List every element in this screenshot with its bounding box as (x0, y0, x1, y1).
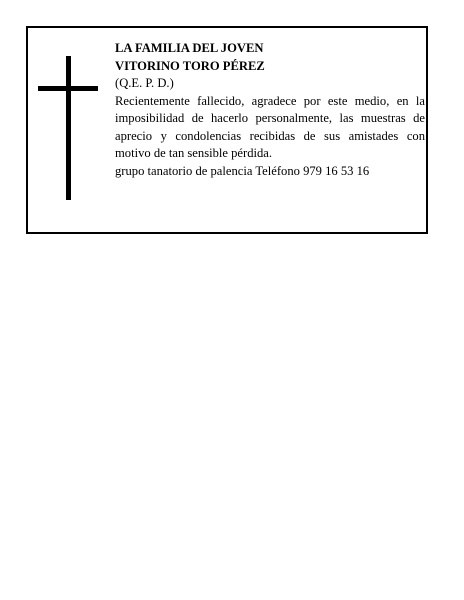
qepd-label: (Q.E. P. D.) (115, 76, 174, 90)
cross-vertical-bar (66, 56, 71, 200)
notice-title-line-1: LA FAMILIA DEL JOVEN (115, 41, 264, 55)
notice-title-line-2: VITORINO TORO PÉREZ (115, 58, 265, 73)
funeral-home-contact: grupo tanatorio de palencia Teléfono 979 16 53 16 (115, 163, 370, 178)
notice-body: Recientemente fallecido, agradece por este medio, en la imposibilidad de hacerlo personalmente, las muestras de aprecio y condolencias recibidas de sus amistades con motivo de tan sensible pérdida. (115, 93, 425, 160)
cross-horizontal-bar (38, 86, 98, 91)
cross-icon (38, 56, 98, 200)
obituary-notice (26, 26, 428, 234)
notice-text (115, 40, 425, 180)
